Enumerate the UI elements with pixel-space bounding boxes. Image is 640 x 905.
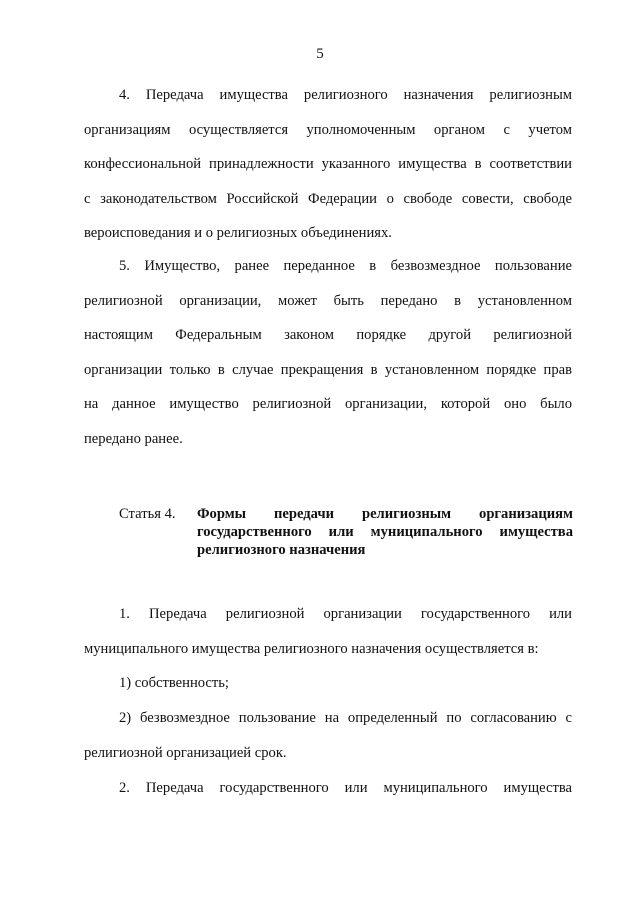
article-4-paragraph-1-line: муниципального имущества религиозного назначения осуществляется в:: [84, 640, 539, 657]
list-item-2-line: 2) безвозмездное пользование на определенный по согласованию с: [119, 710, 572, 726]
paragraph-5-line: 5. Имущество, ранее переданное в безвозмездное пользование: [119, 258, 572, 274]
article-4-paragraph-1: [84, 597, 572, 666]
article-title: [197, 505, 573, 559]
list-item-2-line: религиозной организацией срок.: [84, 744, 287, 761]
article-title-line: Формы передачи религиозным организациям: [197, 506, 573, 522]
article-title-line: религиозного назначения: [197, 542, 366, 558]
paragraph-5-line: на данное имущество религиозной организации, которой оно было: [84, 396, 572, 413]
article-title-line: государственного или муниципального имущества: [197, 524, 573, 540]
paragraph-5-line: настоящим Федеральным законом порядке другой религиозной: [84, 327, 572, 344]
paragraph-4: [84, 78, 572, 251]
paragraph-4-line: вероисповедания и о религиозных объединениях.: [84, 225, 392, 242]
paragraph-4-line: конфессиональной принадлежности указанного имущества в соответствии: [84, 156, 572, 173]
paragraph-5-line: организации только в случае прекращения в установленном порядке прав: [84, 361, 572, 378]
article-label: Статья 4.: [119, 506, 176, 522]
paragraph-4-line: с законодательством Российской Федерации о свободе совести, свободе: [84, 190, 572, 207]
paragraph-4-line: организациям осуществляется уполномоченным органом с учетом: [84, 121, 572, 138]
article-4-paragraph-2: [84, 771, 572, 806]
paragraph-4-line: 4. Передача имущества религиозного назначения религиозным: [119, 87, 572, 103]
article-4-paragraph-1-line: 1. Передача религиозной организации государственного или: [119, 606, 572, 622]
list-item-1-line: 1) собственность;: [119, 675, 229, 691]
article-4-paragraph-2-line: 2. Передача государственного или муниципального имущества: [119, 780, 572, 796]
paragraph-5-line: передано ранее.: [84, 430, 183, 447]
list-item-2: [84, 701, 572, 770]
page-number: 5: [316, 46, 324, 62]
paragraph-5-line: религиозной организации, может быть передано в установленном: [84, 292, 572, 309]
list-item-1: [84, 666, 572, 701]
paragraph-5: [84, 249, 572, 457]
